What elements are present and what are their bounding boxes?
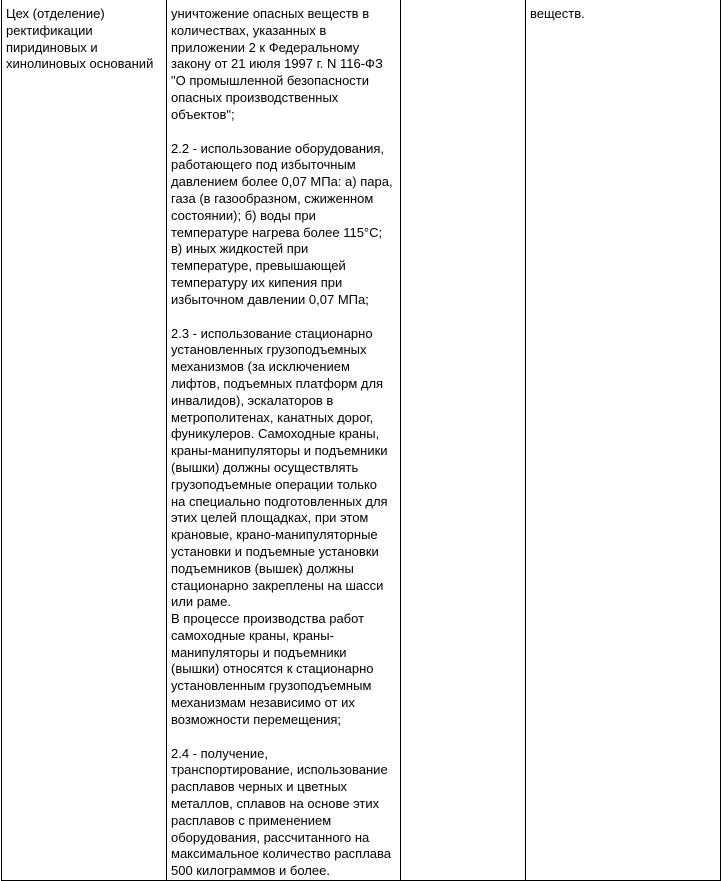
criteria-paragraph-2-2: 2.2 - использование оборудования, работающего под избыточным давлением более 0,07 МПа: а) пара, газа (в газообразном, сжиженном состоянии); б) воды при температуре нагрева более 115°С; в) иных жидкостей при температуре, превышающей температуру их кипения при избыточном давлении 0,07 МПа; bbox=[171, 140, 393, 307]
document-table bbox=[1, 0, 721, 881]
criteria-paragraph-2-3: 2.3 - использование стационарно установленных грузоподъемных механизмов (за исключением лифтов, подъемных платформ для инвалидов), эскалаторов в метрополитенах, канатных дорог, фуникулеров. Самоходные краны, краны-манипуляторы и подъемники (вышки) должны осуществлять грузоподъемные операции только на специально подготовленных для этих целей площадках, при этом крановые, крано-манипуляторные установки и подъемные установки подъемников (вышек) должны стационарно закреплены на шасси или раме. В процессе производства работ самоходные краны, краны- манипуляторы и подъемники (вышки) относятся к стационарно установленным грузоподъемным механизмам независимо от их возможности перемещения; bbox=[171, 325, 388, 727]
cell-workshop-name bbox=[2, 0, 167, 881]
paragraph-gap bbox=[171, 309, 397, 326]
table-row bbox=[2, 0, 721, 881]
cell-empty bbox=[401, 0, 526, 881]
cell-substances bbox=[526, 0, 721, 881]
criteria-paragraph-2-4: 2.4 - получение, транспортирование, использование расплавов черных и цветных металлов, сплавов на основе этих расплавов с применением оборудования, рассчитанного на максимальное количество расплава 500 килограммов и более. bbox=[171, 745, 392, 879]
criteria-paragraph-1: уничтожение опасных веществ в количествах, указанных в приложении 2 к Федеральному закону от 21 июля 1997 г. N 116-ФЗ "О промышленной безопасности опасных производственных объектов"; bbox=[171, 6, 383, 122]
workshop-name-text: Цех (отделение) ректификации пиридиновых и хинолиновых оснований bbox=[6, 6, 154, 72]
paragraph-gap bbox=[171, 124, 397, 141]
cell-criteria bbox=[167, 0, 401, 881]
paragraph-gap bbox=[171, 729, 397, 746]
substances-text: веществ. bbox=[530, 6, 585, 21]
